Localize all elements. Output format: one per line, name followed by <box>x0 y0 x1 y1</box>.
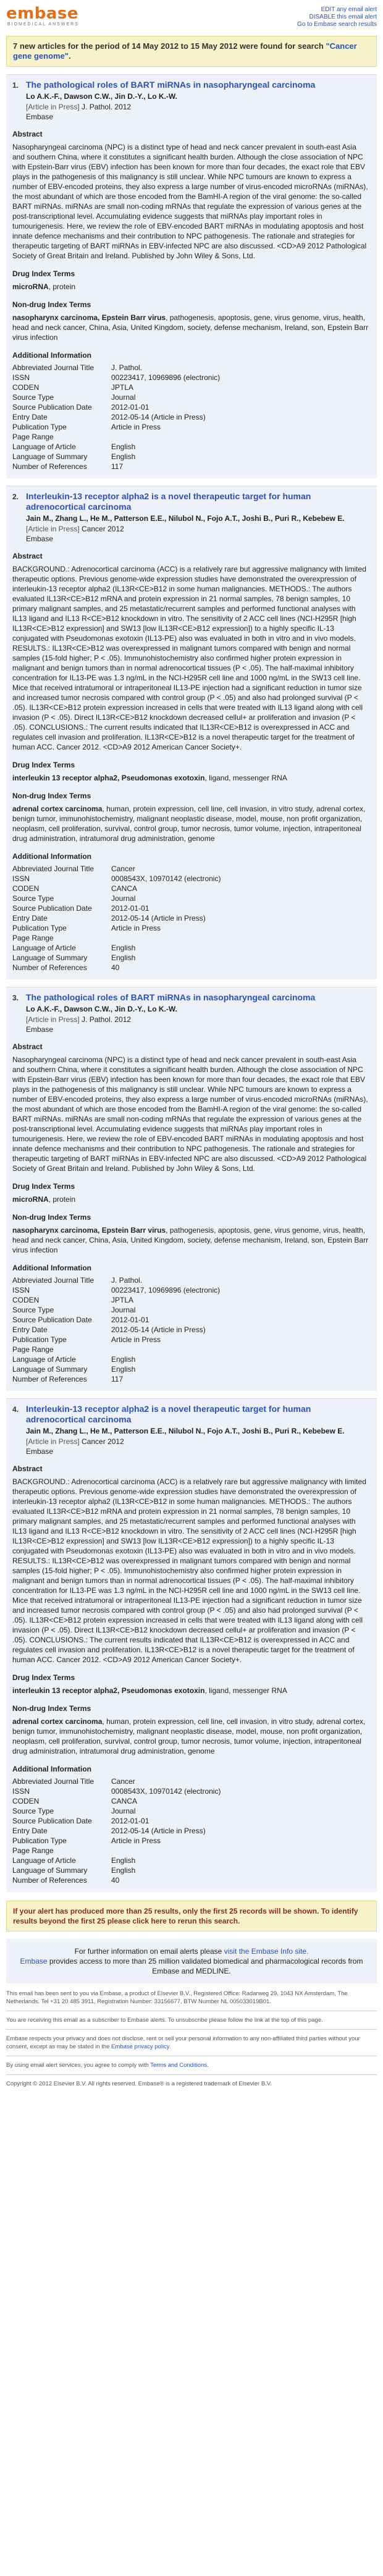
info-value <box>111 934 221 944</box>
info-value: CANCA <box>111 1797 138 1805</box>
info-key: Language of Article <box>12 944 76 952</box>
source-db: Embase <box>26 534 54 543</box>
terms-text: By using email alert services, you agree to comply with <box>6 2062 149 2069</box>
additional-info-heading: Additional Information <box>12 351 91 360</box>
article-title-link[interactable]: The pathological roles of BART miRNAs in nasopharyngeal carcinoma <box>26 992 316 1002</box>
divider <box>6 2029 377 2030</box>
info-row <box>12 904 221 914</box>
abstract-text: Nasopharyngeal carcinoma (NPC) is a distinct type of head and neck cancer prevalent in south-east Asia and southern China, where it constitutes a significant health burden. Although the close association of NPC with Epstein-Barr virus (EBV) infection has been known for more than four decades, the exact role that EBV plays in the pathogenesis of this malignancy is still unclear. While NPC tumours are known to express a number of EBV-encoded proteins, they also express a large number of virus-encoded microRNAs (miRNAs), the most abundant of which are those encoded from the BamHI-A region of the viral genome: the so-called BART miRNAs. miRNAs are small non-coding mRNAs that regulate the expression of various genes at the post-transcriptional level. Accumulating evidence suggests that miRNAs play important roles in tumourigenesis. Here, we review the role of EBV-encoded BART miRNAs in modulating apoptosis and host innate defence mechanisms and their contribution to NPC pathogenesis. The rationale and strategies for therapeutic targeting of BART miRNAs in EBV-infected NPC are also discussed. <CD>A9 2012 Pathological Society of Great Britain and Ireland. Published by John Wiley & Sons, Ltd. <box>12 143 368 260</box>
logo-word: embase <box>6 4 78 23</box>
nondrug-index-heading: Non-drug Index Terms <box>12 1213 91 1222</box>
info-row <box>12 413 220 423</box>
info-value: Article in Press <box>111 924 161 932</box>
info-row <box>12 1856 221 1866</box>
drug-index-terms <box>12 1686 371 1696</box>
additional-info-heading: Additional Information <box>12 1765 91 1773</box>
info-value: English <box>111 1866 136 1875</box>
info-key: Source Publication Date <box>12 904 92 913</box>
info-row <box>12 363 220 373</box>
info-key: CODEN <box>12 1797 40 1805</box>
info-row <box>12 423 220 433</box>
drug-index-heading: Drug Index Terms <box>12 1673 75 1682</box>
drug-index-heading: Drug Index Terms <box>12 761 75 769</box>
info-value: 00223417, 10969896 (electronic) <box>111 373 221 382</box>
abstract-heading: Abstract <box>12 130 43 138</box>
info-key: Source Type <box>12 393 54 402</box>
info-row <box>12 1787 221 1797</box>
further-info-line1 <box>12 1946 371 1956</box>
abstract-text: Nasopharyngeal carcinoma (NPC) is a distinct type of head and neck cancer prevalent in south-east Asia and southern China, where it constitutes a significant health burden. Although the close association of NPC with Epstein-Barr virus (EBV) infection has been known for more than four decades, the exact role that EBV plays in the pathogenesis of this malignancy is still unclear. While NPC tumours are known to express a number of EBV-encoded proteins, they also express a large number of virus-encoded microRNAs (miRNAs), the most abundant of which are those encoded from the BamHI-A region of the viral genome: the so-called BART miRNAs. miRNAs are small non-coding mRNAs that regulate the expression of various genes at the post-transcriptional level. Accumulating evidence suggests that miRNAs play important roles in tumourigenesis. Here, we review the role of EBV-encoded BART miRNAs in modulating apoptosis and host innate defence mechanisms and their contribution to NPC pathogenesis. The rationale and strategies for therapeutic targeting of BART miRNAs in EBV-infected NPC are also discussed. <CD>A9 2012 Pathological Society of Great Britain and Ireland. Published by John Wiley & Sons, Ltd. <box>12 1055 368 1173</box>
info-value: English <box>111 452 136 461</box>
info-row <box>12 1876 221 1886</box>
privacy-text: Embase respects your privacy and does not disclose, rent or sell your personal information to any non-affiliated third parties without your consent, except as may be stated in the <box>6 2035 360 2050</box>
nondrug-index-heading: Non-drug Index Terms <box>12 300 91 309</box>
article-title-link[interactable]: The pathological roles of BART miRNAs in nasopharyngeal carcinoma <box>26 80 316 90</box>
info-value: 0008543X, 10970142 (electronic) <box>111 874 221 883</box>
info-key: Language of Article <box>12 1856 76 1865</box>
info-value: 2012-01-01 <box>111 1315 149 1324</box>
embase-description: provides access to more than 25 million validated biomedical and pharmacological records from Embase and MEDLINE. <box>49 1957 363 1975</box>
info-key: Source Publication Date <box>12 1315 92 1324</box>
nondrug-terms-minor: , human, protein expression, cell line, cell invasion, in vitro study, adrenal cortex, benign tumor, immunohistochemistry, malignant neoplastic disease, model, mouse, non profit organization, neoplasm, cell proliferation, survival, control group, tumor necrosis, tumor volume, injection, intraperitoneal drug administration, intratumoral drug administration, genome <box>12 1717 366 1755</box>
info-value: J. Pathol. <box>111 363 143 372</box>
info-value: 2012-01-01 <box>111 1817 149 1825</box>
info-key: Language of Summary <box>12 1365 88 1374</box>
citation <box>26 1015 371 1024</box>
drug-terms-major: microRNA <box>12 282 49 291</box>
info-value: Journal <box>111 894 136 903</box>
info-row <box>12 1345 220 1355</box>
info-key: Number of References <box>12 462 87 471</box>
info-row <box>12 874 221 884</box>
drug-terms-minor: , ligand, messenger RNA <box>204 774 287 782</box>
info-row <box>12 1817 221 1826</box>
info-row <box>12 1335 220 1345</box>
info-key: Language of Article <box>12 1355 76 1364</box>
citation <box>26 1437 371 1446</box>
info-key: Source Type <box>12 1306 54 1314</box>
info-key: Entry Date <box>12 413 48 421</box>
info-row <box>12 403 220 413</box>
abstract-text: BACKGROUND.: Adrenocortical carcinoma (ACC) is a relatively rare but aggressive malignancy with limited therapeutic options. Previous genome-wide expression studies have demonstrated the overexpression of interleukin-13 receptor alpha2 (IL13R<CE>B12 in some human malignancies. METHODS.: The authors evaluated IL13R<CE>B12 mRNA and protein expression in 21 normal samples, 78 benign samples, 10 primary malignant samples, and 25 metastatic/recurrent samples and performed functional analyses with IL13 ligand and IL13 R<CE>B12 knockdown in vitro. The sensitivity of 2 ACC cell lines (NCI-H295R [high IL13R<CE>B12 expression] and SW13 [low IL13R<CE>B12 expression]) to a highly specific IL-13 conjugated with Pseudomonas exotoxin (IL13-PE) also was evaluated in both in vitro and in vivo models. RESULTS.: IL13R<CE>B12 was overexpressed in malignant tumors compared with benign and normal samples (15-fold higher; P < .05). Immunohistochemistry also confirmed higher protein expression in malignant and benign tumors than in normal adrenocortical tissues (P < .05). The half-maximal inhibitory concentration for IL13-PE was 1.3 ng/mL in the NCI-H295R cell line and 1000 ng/mL in the SW13 cell line. Mice that received intratumoral or intraperitoneal IL13-PE injection had a significant reduction in tumor size and increased tumor necrosis compared with control group (P < .05) and also had prolonged survival (P < .05). IL13R<CE>B12 protein expression increased in cells that were treated with IL13 ligand along with cell invasion (P < .05). Direct IL13R<CE>B12 knockdown decreased cellul+ ar proliferation and invasion (P < .05). CONCLUSIONS.: The current results indicated that IL13R<CE>B12 is overexpressed in ACC and regulates cell invasion and proliferation. IL13R<CE>B12 is a novel therapeutic target for the treatment of human ACC. Cancer 2012. <CD>A9 2012 American Cancer Society+. <box>12 1477 366 1664</box>
info-row <box>12 944 221 953</box>
info-value: Cancer <box>111 1777 135 1786</box>
info-key: Abbreviated Journal Title <box>12 864 95 873</box>
authors: Jain M., Zhang L., He M., Patterson E.E., Nilubol N., Fojo A.T., Joshi B., Puri R., Kebebew E. <box>26 1427 345 1435</box>
info-row <box>12 1355 220 1365</box>
embase-link[interactable]: Embase <box>20 1957 48 1966</box>
info-value: 2012-05-14 (Article in Press) <box>111 1826 206 1835</box>
drug-terms-minor: , protein <box>48 282 76 291</box>
journal-citation: J. Pathol. 2012 <box>82 103 132 111</box>
info-key: Number of References <box>12 963 87 972</box>
info-value: English <box>111 1856 136 1865</box>
additional-info-table <box>12 864 221 973</box>
nondrug-index-terms <box>12 313 371 342</box>
info-value: English <box>111 1365 136 1374</box>
info-row <box>12 1276 220 1286</box>
info-row <box>12 1846 221 1856</box>
journal-citation: J. Pathol. 2012 <box>82 1015 132 1024</box>
info-value: English <box>111 953 136 962</box>
info-row <box>12 1315 220 1325</box>
divider <box>6 2074 377 2075</box>
drug-index-terms <box>12 1194 371 1204</box>
info-row <box>12 1306 220 1315</box>
embase-logo <box>6 5 79 27</box>
info-key: CODEN <box>12 884 40 893</box>
article-status: [Article in Press] <box>26 103 80 111</box>
nondrug-index-heading: Non-drug Index Terms <box>12 792 91 800</box>
info-row <box>12 934 221 944</box>
info-value: Journal <box>111 1306 136 1314</box>
info-row <box>12 884 221 894</box>
info-value: Cancer <box>111 864 135 873</box>
legal-unsubscribe: You are receiving this email as a subscriber to Embase alerts. To unsubscribe please follow the link at the top of this page. <box>6 2017 323 2024</box>
summary-suffix: . <box>68 51 71 61</box>
info-value: Journal <box>111 1807 136 1815</box>
info-key: Language of Summary <box>12 1866 88 1875</box>
article-title-link[interactable]: Interleukin-13 receptor alpha2 is a novel therapeutic target for human adrenocortical carcinoma <box>26 491 311 512</box>
info-value: 2012-05-14 (Article in Press) <box>111 1325 206 1334</box>
info-key: Entry Date <box>12 914 48 923</box>
info-key: CODEN <box>12 1296 40 1304</box>
info-value <box>111 1846 221 1856</box>
info-key: ISSN <box>12 874 30 883</box>
abstract-text: BACKGROUND.: Adrenocortical carcinoma (ACC) is a relatively rare but aggressive malignancy with limited therapeutic options. Previous genome-wide expression studies have demonstrated the overexpression of interleukin-13 receptor alpha2 (IL13R<CE>B12 in some human malignancies. METHODS.: The authors evaluated IL13R<CE>B12 mRNA and protein expression in 21 normal samples, 78 benign samples, 10 primary malignant samples, and 25 metastatic/recurrent samples and performed functional analyses with IL13 ligand and IL13 R<CE>B12 knockdown in vitro. The sensitivity of 2 ACC cell lines (NCI-H295R [high IL13R<CE>B12 expression] and SW13 [low IL13R<CE>B12 expression]) to a highly specific IL-13 conjugated with Pseudomonas exotoxin (IL13-PE) also was evaluated in both in vitro and in vivo models. RESULTS.: IL13R<CE>B12 was overexpressed in malignant tumors compared with benign and normal samples (15-fold higher; P < .05). Immunohistochemistry also confirmed higher protein expression in malignant and benign tumors than in normal adrenocortical tissues (P < .05). The half-maximal inhibitory concentration for IL13-PE was 1.3 ng/mL in the NCI-H295R cell line and 1000 ng/mL in the SW13 cell line. Mice that received intratumoral or intraperitoneal IL13-PE injection had a significant reduction in tumor size and increased tumor necrosis compared with control group (P < .05) and also had prolonged survival (P < .05). IL13R<CE>B12 protein expression increased in cells that were treated with IL13 ligand along with cell invasion (P < .05). Direct IL13R<CE>B12 knockdown decreased cellul+ ar proliferation and invasion (P < .05). CONCLUSIONS.: The current results indicated that IL13R<CE>B12 is overexpressed in ACC and regulates cell invasion and proliferation. IL13R<CE>B12 is a novel therapeutic target for the treatment of human ACC. Cancer 2012. <CD>A9 2012 American Cancer Society+. <box>12 565 366 751</box>
info-key: Source Type <box>12 1807 54 1815</box>
journal-citation: Cancer 2012 <box>82 1437 124 1446</box>
further-info <box>6 1939 377 1983</box>
info-key: ISSN <box>12 373 30 382</box>
info-value: 2012-05-14 (Article in Press) <box>111 413 206 421</box>
logo-tagline: BIOMEDICAL ANSWERS <box>7 22 79 27</box>
info-key: Entry Date <box>12 1325 48 1334</box>
info-key: Language of Summary <box>12 452 88 461</box>
info-row <box>12 1866 221 1876</box>
info-key: Abbreviated Journal Title <box>12 1276 95 1285</box>
info-key: Language of Summary <box>12 953 88 962</box>
info-key: Language of Article <box>12 442 76 451</box>
info-key: Source Publication Date <box>12 1817 92 1825</box>
info-row <box>12 1375 220 1385</box>
info-value: Article in Press <box>111 1335 161 1344</box>
disable-alert-link[interactable]: DISABLE this email alert <box>309 14 377 20</box>
article-title-link[interactable]: Interleukin-13 receptor alpha2 is a novel therapeutic target for human adrenocortical carcinoma <box>26 1404 311 1424</box>
info-key: Number of References <box>12 1375 87 1383</box>
abstract-heading: Abstract <box>12 552 43 560</box>
further-info-text: For further information on email alerts please <box>74 1947 222 1956</box>
edit-alert-link[interactable]: EDIT any email alert <box>321 6 377 13</box>
info-value: 2012-05-14 (Article in Press) <box>111 914 206 923</box>
info-key: Publication Type <box>12 1836 67 1845</box>
record-number: 3. <box>12 994 19 1002</box>
drug-index-heading: Drug Index Terms <box>12 269 75 278</box>
info-row <box>12 1836 221 1846</box>
info-value: JPTLA <box>111 1296 134 1304</box>
authors: Jain M., Zhang L., He M., Patterson E.E., Nilubol N., Fojo A.T., Joshi B., Puri R., Kebebew E. <box>26 514 345 523</box>
info-value <box>111 433 220 442</box>
info-value: JPTLA <box>111 383 134 392</box>
info-value: English <box>111 944 136 952</box>
info-value: 2012-01-01 <box>111 403 149 412</box>
info-key: Publication Type <box>12 1335 67 1344</box>
info-row <box>12 1286 220 1296</box>
article-record <box>6 1398 377 1892</box>
info-key: Page Range <box>12 1345 54 1354</box>
info-value: 40 <box>111 963 120 972</box>
info-row <box>12 1797 221 1807</box>
info-key: Source Type <box>12 894 54 903</box>
citation <box>26 525 371 533</box>
records-list <box>6 74 377 1892</box>
info-row <box>12 393 220 403</box>
authors: Lo A.K.-F., Dawson C.W., Jin D.-Y., Lo K.-W. <box>26 92 177 101</box>
additional-info-table <box>12 1276 220 1385</box>
drug-index-terms <box>12 773 371 783</box>
article-status: [Article in Press] <box>26 525 80 533</box>
nondrug-index-terms <box>12 804 371 843</box>
embase-info-link[interactable]: visit the Embase Info site. <box>224 1947 309 1956</box>
search-query: "Cancer gene genome" <box>13 41 357 61</box>
drug-index-terms <box>12 282 371 292</box>
info-row <box>12 864 221 874</box>
abstract-heading: Abstract <box>12 1042 43 1051</box>
copyright: Copyright © 2012 Elsevier B.V. All rights reserved. Embase® is a registered trademark of Elsevier B.V. <box>6 2080 272 2087</box>
record-number: 2. <box>12 492 19 501</box>
drug-terms-minor: , ligand, messenger RNA <box>204 1686 287 1695</box>
nondrug-index-heading: Non-drug Index Terms <box>12 1704 91 1713</box>
info-key: CODEN <box>12 383 40 392</box>
nondrug-index-terms <box>12 1717 371 1756</box>
terms-conditions-link[interactable]: Terms and Conditions <box>150 2062 208 2069</box>
info-key: ISSN <box>12 1787 30 1796</box>
nondrug-terms-major: nasopharynx carcinoma, Epstein Barr virus <box>12 313 166 322</box>
article-status: [Article in Press] <box>26 1015 80 1024</box>
info-key: Abbreviated Journal Title <box>12 363 95 372</box>
source-db: Embase <box>26 112 54 121</box>
drug-terms-major: microRNA <box>12 1195 49 1204</box>
authors: Lo A.K.-F., Dawson C.W., Jin D.-Y., Lo K.-W. <box>26 1005 177 1013</box>
info-value: 2012-01-01 <box>111 904 149 913</box>
article-record <box>6 74 377 478</box>
summary-text: 7 new articles for the period of 14 May 2012 to 15 May 2012 were found for search <box>13 41 324 51</box>
info-key: Publication Type <box>12 423 67 431</box>
drug-terms-major: interleukin 13 receptor alpha2, Pseudomonas exotoxin <box>12 1686 205 1695</box>
privacy-policy-link[interactable]: Embase privacy policy <box>111 2043 169 2050</box>
legal-footer <box>6 1990 377 2100</box>
info-key: ISSN <box>12 1286 30 1294</box>
nondrug-terms-minor: , pathogenesis, apoptosis, gene, virus genome, virus, health, head and neck cancer, China, Asia, United Kingdom, society, defense mechanism, Ireland, son, Epstein Barr virus infection <box>12 313 369 342</box>
nondrug-terms-major: adrenal cortex carcinoma <box>12 804 103 813</box>
legal-privacy: Embase respects your privacy and does not disclose, rent or sell your personal information to any non-affiliated third parties without your consent, except as may be stated in the Embase privacy policy. <box>6 2035 360 2050</box>
info-key: Source Publication Date <box>12 403 92 412</box>
additional-info-heading: Additional Information <box>12 1264 91 1272</box>
info-row <box>12 953 221 963</box>
info-value: 117 <box>111 462 124 471</box>
record-number: 4. <box>12 1405 19 1414</box>
article-record <box>6 987 377 1391</box>
legal-terms: By using email alert services, you agree to comply with Terms and Conditions. <box>6 2062 209 2069</box>
search-results-link[interactable]: Go to Embase search results <box>297 21 377 28</box>
info-row <box>12 373 220 383</box>
info-key: Page Range <box>12 433 54 441</box>
header <box>6 0 377 36</box>
info-value: Article in Press <box>111 423 161 431</box>
journal-citation: Cancer 2012 <box>82 525 124 533</box>
info-value: 00223417, 10969896 (electronic) <box>111 1286 221 1294</box>
drug-terms-minor: , protein <box>48 1195 76 1204</box>
info-row <box>12 452 220 462</box>
info-key: Number of References <box>12 1876 87 1885</box>
info-row <box>12 963 221 973</box>
info-key: Publication Type <box>12 924 67 932</box>
article-status: [Article in Press] <box>26 1437 80 1446</box>
info-value: 0008543X, 10970142 (electronic) <box>111 1787 221 1796</box>
info-row <box>12 1826 221 1836</box>
drug-index-heading: Drug Index Terms <box>12 1182 75 1191</box>
abstract-heading: Abstract <box>12 1464 43 1473</box>
info-value: CANCA <box>111 884 138 893</box>
nondrug-index-terms <box>12 1225 371 1255</box>
result-limit-note: If your alert has produced more than 25 results, only the first 25 records will be shown. To identify results beyond the first 25 please click here to rerun this search. <box>6 1901 377 1932</box>
info-row <box>12 462 220 472</box>
additional-info-table <box>12 1777 221 1886</box>
info-row <box>12 1777 221 1787</box>
info-key: Abbreviated Journal Title <box>12 1777 95 1786</box>
info-row <box>12 914 221 924</box>
header-links <box>297 6 377 28</box>
info-key: Entry Date <box>12 1826 48 1835</box>
additional-info-heading: Additional Information <box>12 852 91 861</box>
nondrug-terms-major: nasopharynx carcinoma, Epstein Barr virus <box>12 1226 166 1235</box>
citation <box>26 103 371 111</box>
drug-terms-major: interleukin 13 receptor alpha2, Pseudomonas exotoxin <box>12 774 205 782</box>
additional-info-table <box>12 363 220 472</box>
source-db: Embase <box>26 1025 54 1034</box>
alert-summary <box>6 36 377 67</box>
info-row <box>12 894 221 904</box>
info-value: J. Pathol. <box>111 1276 143 1285</box>
further-info-line2 <box>12 1956 371 1976</box>
info-value: Journal <box>111 393 136 402</box>
article-record <box>6 486 377 979</box>
info-value: English <box>111 1355 136 1364</box>
info-row <box>12 1325 220 1335</box>
source-db: Embase <box>26 1447 54 1456</box>
info-key: Page Range <box>12 934 54 942</box>
info-row <box>12 1365 220 1375</box>
info-row <box>12 433 220 442</box>
legal-registered: This email has been sent to you via Embase, a product of Elsevier B.V., Registered Office: Radarweg 29, 1043 NX Amsterdam, The Netherlands. Tel +31 20 485 3911, Registration Number: 33156677, BTW Number NL 005033019B01. <box>6 1990 348 2005</box>
info-row <box>12 442 220 452</box>
info-row <box>12 924 221 934</box>
info-value: Article in Press <box>111 1836 161 1845</box>
info-value <box>111 1345 220 1355</box>
nondrug-terms-minor: , human, protein expression, cell line, cell invasion, in vitro study, adrenal cortex, benign tumor, immunohistochemistry, malignant neoplastic disease, model, mouse, non profit organization, neoplasm, cell proliferation, survival, control group, tumor necrosis, tumor volume, injection, intraperitoneal drug administration, intratumoral drug administration, genome <box>12 804 366 843</box>
nondrug-terms-major: adrenal cortex carcinoma <box>12 1717 103 1726</box>
info-value: 40 <box>111 1876 120 1885</box>
info-value: 117 <box>111 1375 124 1383</box>
info-row <box>12 1296 220 1306</box>
nondrug-terms-minor: , pathogenesis, apoptosis, gene, virus genome, virus, health, head and neck cancer, China, Asia, United Kingdom, society, defense mechanism, Ireland, son, Epstein Barr virus infection <box>12 1226 369 1254</box>
info-row <box>12 1807 221 1817</box>
info-value: English <box>111 442 136 451</box>
record-number: 1. <box>12 81 19 90</box>
info-row <box>12 383 220 393</box>
info-key: Page Range <box>12 1846 54 1855</box>
